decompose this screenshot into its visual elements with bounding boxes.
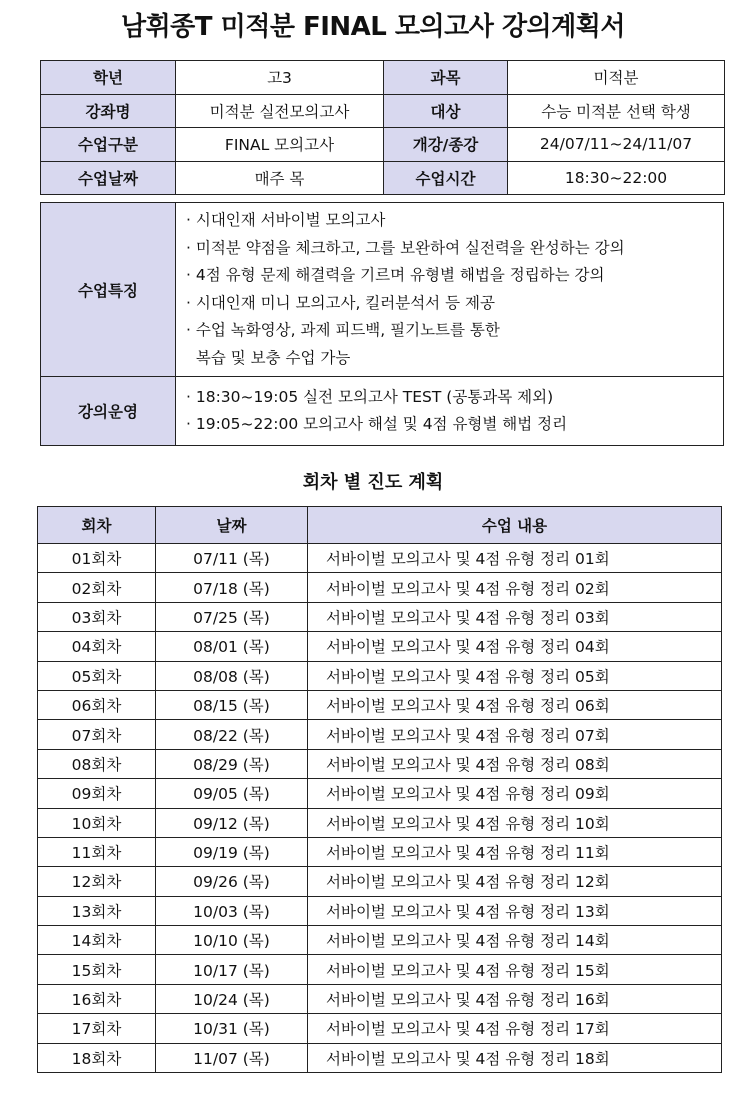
cell-date: 09/05 (목) [156, 779, 308, 808]
table-row [38, 544, 722, 573]
cell-session: 13회차 [38, 896, 156, 925]
column-header: 수업 내용 [308, 507, 722, 544]
cell-session: 06회차 [38, 690, 156, 719]
cell-session: 16회차 [38, 984, 156, 1013]
info-label: 수업날짜 [41, 161, 176, 195]
table-row [38, 749, 722, 778]
cell-date: 07/11 (목) [156, 544, 308, 573]
cell-date: 08/15 (목) [156, 690, 308, 719]
info-value: 미적분 [508, 61, 725, 95]
table-row [38, 896, 722, 925]
cell-content: 서바이벌 모의고사 및 4점 유형 정리 03회 [308, 602, 722, 631]
cell-content: 서바이벌 모의고사 및 4점 유형 정리 13회 [308, 896, 722, 925]
cell-date: 09/12 (목) [156, 808, 308, 837]
info-value: 18:30~22:00 [508, 161, 725, 195]
bullet-item: · 수업 녹화영상, 과제 피드백, 필기노트를 통한 [186, 321, 500, 339]
table-row [38, 632, 722, 661]
cell-date: 08/08 (목) [156, 661, 308, 690]
operation-row [41, 377, 724, 446]
table-row [38, 926, 722, 955]
info-label: 학년 [41, 61, 176, 95]
cell-content: 서바이벌 모의고사 및 4점 유형 정리 12회 [308, 867, 722, 896]
info-value: 고3 [176, 61, 384, 95]
bullet-item: · 19:05~22:00 모의고사 해설 및 4점 유형별 해법 정리 [186, 415, 568, 433]
info-row [41, 61, 725, 95]
cell-session: 01회차 [38, 544, 156, 573]
table-row [38, 573, 722, 602]
cell-content: 서바이벌 모의고사 및 4점 유형 정리 01회 [308, 544, 722, 573]
info-label: 과목 [384, 61, 508, 95]
cell-content: 서바이벌 모의고사 및 4점 유형 정리 09회 [308, 779, 722, 808]
info-value: 미적분 실전모의고사 [176, 94, 384, 128]
info-label: 개강/종강 [384, 128, 508, 162]
bullet-item: · 시대인재 미니 모의고사, 킬러분석서 등 제공 [186, 293, 495, 312]
cell-date: 07/25 (목) [156, 602, 308, 631]
info-value: 수능 미적분 선택 학생 [508, 94, 725, 128]
cell-date: 08/22 (목) [156, 720, 308, 749]
cell-date: 11/07 (목) [156, 1043, 308, 1072]
cell-session: 07회차 [38, 720, 156, 749]
bullet-item: · 미적분 약점을 체크하고, 그를 보완하여 실전력을 완성하는 강의 [186, 238, 625, 257]
cell-content: 서바이벌 모의고사 및 4점 유형 정리 11회 [308, 837, 722, 866]
table-row [38, 779, 722, 808]
table-row [38, 602, 722, 631]
cell-session: 12회차 [38, 867, 156, 896]
cell-content: 서바이벌 모의고사 및 4점 유형 정리 06회 [308, 690, 722, 719]
cell-content: 서바이벌 모의고사 및 4점 유형 정리 16회 [308, 984, 722, 1013]
table-row [38, 984, 722, 1013]
table-row [38, 720, 722, 749]
schedule-table [37, 506, 722, 1073]
page-title: 남휘종T 미적분 FINAL 모의고사 강의계획서 [120, 12, 626, 42]
table-row [38, 661, 722, 690]
bullet-item: · 18:30~19:05 실전 모의고사 TEST (공통과목 제외) [186, 387, 554, 406]
info-row [41, 161, 725, 195]
cell-content: 서바이벌 모의고사 및 4점 유형 정리 07회 [308, 720, 722, 749]
cell-session: 05회차 [38, 661, 156, 690]
cell-date: 09/19 (목) [156, 837, 308, 866]
cell-date: 10/17 (목) [156, 955, 308, 984]
cell-date: 08/29 (목) [156, 749, 308, 778]
cell-content: 서바이벌 모의고사 및 4점 유형 정리 02회 [308, 573, 722, 602]
schedule-title: 회차 별 진도 계획 [302, 472, 444, 493]
features-row [41, 203, 724, 377]
info-label: 대상 [384, 94, 508, 128]
cell-date: 07/18 (목) [156, 573, 308, 602]
course-info-table [40, 60, 725, 195]
cell-session: 09회차 [38, 779, 156, 808]
info-row [41, 94, 725, 128]
table-row [38, 690, 722, 719]
operation-list [176, 377, 724, 446]
schedule-header-row [38, 507, 722, 544]
cell-content: 서바이벌 모의고사 및 4점 유형 정리 18회 [308, 1043, 722, 1072]
info-value: 24/07/11~24/11/07 [508, 128, 725, 162]
table-row [38, 837, 722, 866]
table-row [38, 808, 722, 837]
cell-content: 서바이벌 모의고사 및 4점 유형 정리 17회 [308, 1014, 722, 1043]
cell-session: 10회차 [38, 808, 156, 837]
cell-session: 03회차 [38, 602, 156, 631]
operation-label: 강의운영 [41, 377, 176, 446]
bullet-item: 복습 및 보충 수업 가능 [186, 348, 351, 367]
info-label: 수업시간 [384, 161, 508, 195]
cell-content: 서바이벌 모의고사 및 4점 유형 정리 05회 [308, 661, 722, 690]
info-label: 수업구분 [41, 128, 176, 162]
info-value: FINAL 모의고사 [176, 128, 384, 162]
cell-session: 02회차 [38, 573, 156, 602]
features-label: 수업특징 [41, 203, 176, 377]
cell-session: 15회차 [38, 955, 156, 984]
cell-session: 04회차 [38, 632, 156, 661]
cell-session: 17회차 [38, 1014, 156, 1043]
features-list [176, 203, 724, 377]
bullet-item: · 시대인재 서바이벌 모의고사 [186, 211, 386, 229]
cell-date: 09/26 (목) [156, 867, 308, 896]
cell-session: 08회차 [38, 749, 156, 778]
column-header: 회차 [38, 507, 156, 544]
cell-date: 10/24 (목) [156, 984, 308, 1013]
table-row [38, 1014, 722, 1043]
cell-session: 18회차 [38, 1043, 156, 1072]
info-row [41, 128, 725, 162]
cell-content: 서바이벌 모의고사 및 4점 유형 정리 14회 [308, 926, 722, 955]
cell-date: 08/01 (목) [156, 632, 308, 661]
cell-content: 서바이벌 모의고사 및 4점 유형 정리 08회 [308, 749, 722, 778]
cell-date: 10/31 (목) [156, 1014, 308, 1043]
info-label: 강좌명 [41, 94, 176, 128]
table-row [38, 867, 722, 896]
course-details-table [40, 202, 724, 446]
cell-content: 서바이벌 모의고사 및 4점 유형 정리 15회 [308, 955, 722, 984]
cell-content: 서바이벌 모의고사 및 4점 유형 정리 04회 [308, 632, 722, 661]
cell-content: 서바이벌 모의고사 및 4점 유형 정리 10회 [308, 808, 722, 837]
cell-session: 11회차 [38, 837, 156, 866]
table-row [38, 1043, 722, 1072]
cell-date: 10/10 (목) [156, 926, 308, 955]
column-header: 날짜 [156, 507, 308, 544]
info-value: 매주 목 [176, 161, 384, 195]
cell-session: 14회차 [38, 926, 156, 955]
table-row [38, 955, 722, 984]
bullet-item: · 4점 유형 문제 해결력을 기르며 유형별 해법을 정립하는 강의 [186, 266, 605, 284]
cell-date: 10/03 (목) [156, 896, 308, 925]
